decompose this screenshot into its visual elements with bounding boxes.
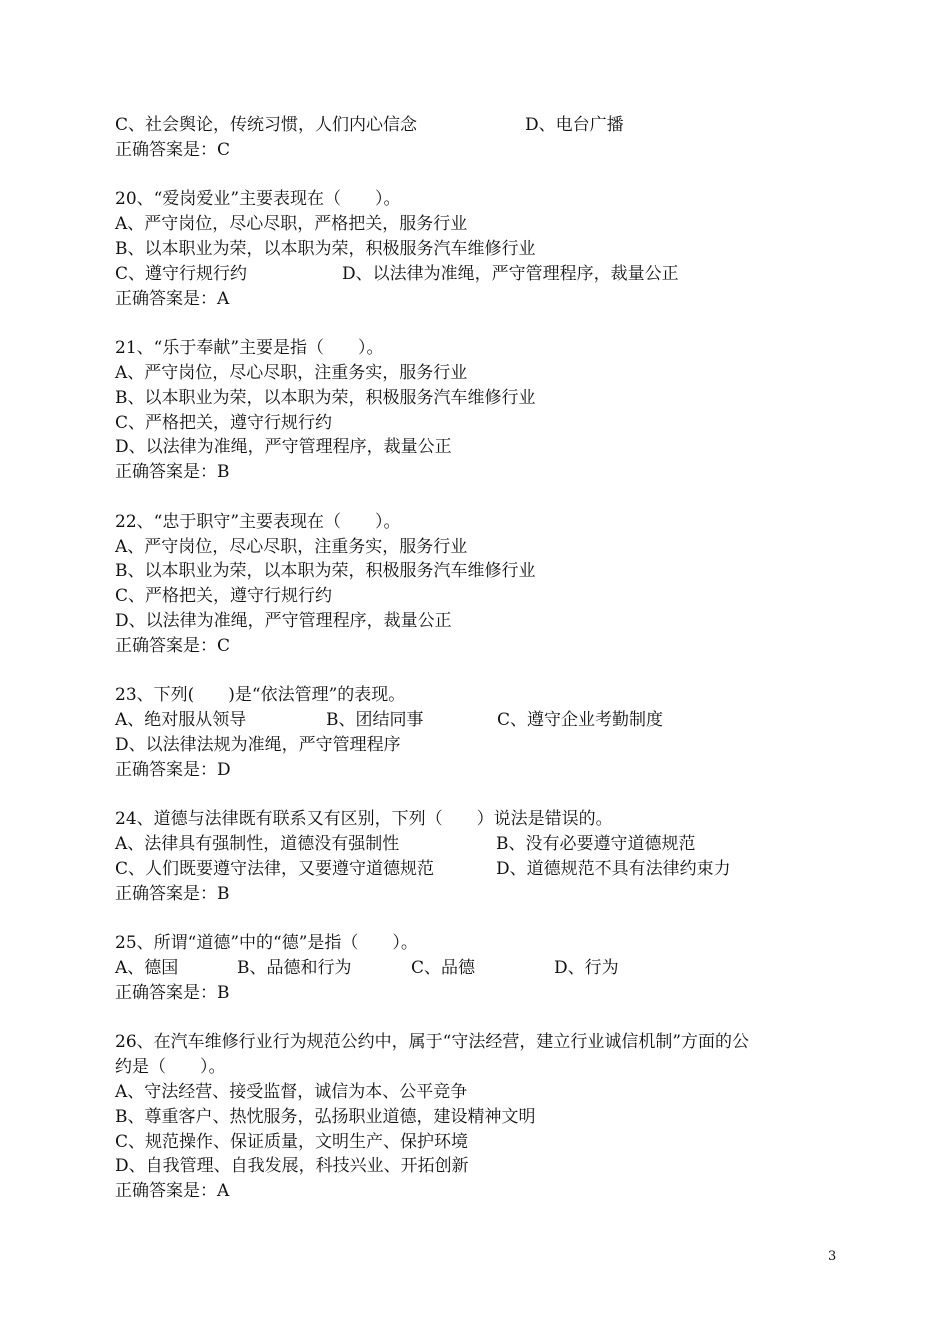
answer-line: 正确答案是：C — [115, 635, 231, 656]
option-line — [115, 857, 845, 882]
question-26: 26、在汽车维修行业行为规范公约中，属于“守法经营，建立行业诚信机制”方面的公 — [115, 1032, 750, 1053]
option-b: B、以本职业为荣，以本职为荣，积极服务汽车维修行业 — [115, 387, 536, 408]
spacer — [115, 485, 845, 510]
question-24: 24、道德与法律既有联系又有区别，下列（ ）说法是错误的。 — [115, 809, 613, 830]
option-c: C、严格把关，遵守行规行约 — [115, 586, 333, 607]
option-c: C、品德 — [411, 958, 476, 979]
question-26-continued: 约是（ ）。 — [115, 1057, 226, 1078]
answer-line: 正确答案是：D — [115, 759, 231, 780]
option-d: D、以法律为准绳，严守管理程序，裁量公正 — [342, 263, 679, 284]
option-line — [115, 956, 845, 981]
question-23: 23、下列( )是“依法管理”的表现。 — [115, 685, 406, 706]
option-b: B、没有必要遵守道德规范 — [496, 834, 696, 855]
answer-line: 正确答案是：A — [115, 288, 230, 309]
option-b: B、品德和行为 — [237, 958, 352, 979]
option-d: D、行为 — [554, 958, 619, 979]
option-b: B、尊重客户、热忱服务，弘扬职业道德，建设精神文明 — [115, 1106, 536, 1127]
option-c: C、人们既要遵守法律，又要遵守道德规范 — [115, 858, 435, 879]
option-line — [115, 832, 845, 857]
option-b: B、以本职业为荣，以本职为荣，积极服务汽车维修行业 — [115, 561, 536, 582]
answer-line: 正确答案是：A — [115, 1181, 230, 1202]
option-line — [115, 262, 845, 287]
question-25: 25、所谓“道德”中的“德”是指（ ）。 — [115, 933, 418, 954]
spacer — [115, 783, 845, 808]
option-a: A、严守岗位，尽心尽职，严格把关，服务行业 — [115, 214, 468, 235]
option-c: C、社会舆论，传统习惯，人们内心信念 — [115, 115, 418, 135]
answer-line: 正确答案是：C — [115, 139, 231, 160]
page-number: 3 — [828, 1249, 837, 1264]
answer-line: 正确答案是：B — [115, 462, 230, 483]
option-c: C、遵守行规行约 — [115, 263, 248, 284]
option-a: A、严守岗位，尽心尽职，注重务实，服务行业 — [115, 362, 468, 383]
spacer — [115, 1006, 845, 1031]
option-line — [115, 113, 845, 138]
option-a: A、法律具有强制性，道德没有强制性 — [115, 834, 400, 855]
question-20: 20、“爱岗爱业”主要表现在（ ）。 — [115, 189, 401, 210]
option-d: D、以法律法规为准绳，严守管理程序 — [115, 734, 401, 755]
option-a: A、守法经营、接受监督，诚信为本、公平竞争 — [115, 1082, 468, 1103]
option-c: C、规范操作、保证质量，文明生产、保护环境 — [115, 1131, 469, 1152]
answer-line: 正确答案是：B — [115, 982, 230, 1003]
spacer — [115, 311, 845, 336]
spacer — [115, 907, 845, 932]
option-c: C、遵守企业考勤制度 — [497, 710, 664, 731]
option-b: B、以本职业为荣，以本职为荣，积极服务汽车维修行业 — [115, 238, 536, 259]
answer-line: 正确答案是：B — [115, 883, 230, 904]
question-22: 22、“忠于职守”主要表现在（ ）。 — [115, 511, 401, 532]
option-d: D、道德规范不具有法律约束力 — [496, 858, 731, 879]
option-d: D、以法律为准绳，严守管理程序，裁量公正 — [115, 437, 452, 458]
option-a: A、严守岗位，尽心尽职，注重务实，服务行业 — [115, 536, 468, 557]
option-c: C、严格把关，遵守行规行约 — [115, 412, 333, 433]
option-line — [115, 708, 845, 733]
spacer — [115, 163, 845, 188]
option-d: D、自我管理、自我发展，科技兴业、开拓创新 — [115, 1156, 469, 1177]
option-d: D、电台广播 — [525, 115, 624, 135]
option-d: D、以法律为准绳，严守管理程序，裁量公正 — [115, 610, 452, 631]
option-a: A、德国 — [115, 958, 179, 979]
option-a: A、绝对服从领导 — [115, 710, 247, 731]
spacer — [115, 659, 845, 684]
option-b: B、团结同事 — [326, 710, 424, 731]
question-21: 21、“乐于奉献”主要是指（ ）。 — [115, 338, 384, 359]
document-body — [115, 113, 845, 1204]
